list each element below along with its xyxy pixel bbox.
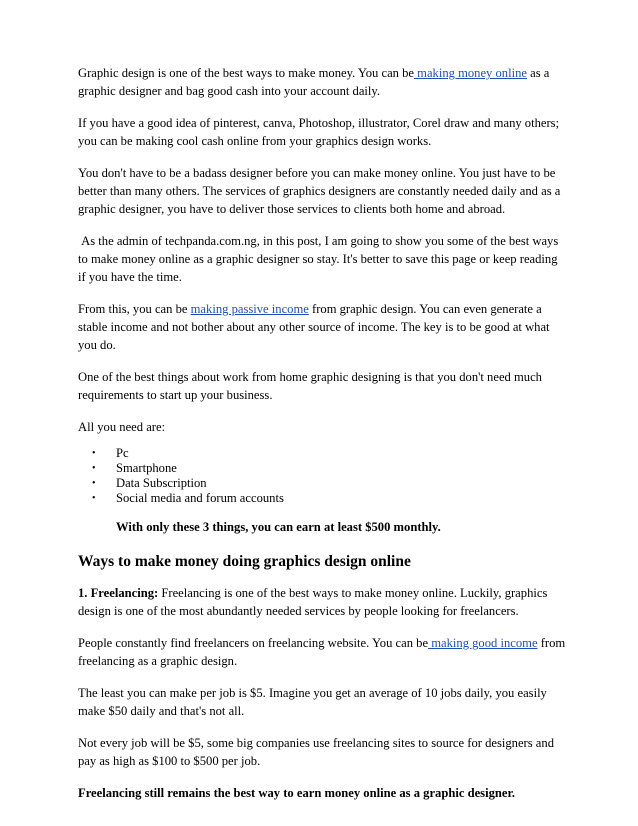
passive-text-after: from graphic design. You can even generate a stable income and not bother about any other source of income. The key is to be good at what you do.	[78, 302, 550, 352]
passive-text-before: From this, you can be	[78, 302, 191, 316]
list-item: • Social media and forum accounts	[92, 491, 284, 505]
paragraph-all-you-need: All you need are:	[78, 420, 166, 434]
emphasis-earn-500: With only these 3 things, you can earn at least $500 monthly.	[116, 520, 441, 534]
bullet-icon: •	[92, 448, 96, 459]
list-item: • Data Subscription	[92, 476, 207, 490]
paragraph-least-per-job: The least you can make per job is $5. Imagine you get an average of 10 jobs daily, you easily make $50 daily and that's not all.	[78, 686, 547, 718]
intro-text-after: as a graphic designer and bag good cash into your account daily.	[78, 66, 550, 98]
list-item: • Pc	[92, 446, 129, 460]
making-good-income-link[interactable]: making good income	[428, 636, 538, 650]
paragraph-conclusion: Freelancing still remains the best way to earn money online as a graphic designer.	[78, 786, 516, 800]
paragraph-tools: If you have a good idea of pinterest, canva, Photoshop, illustrator, Corel draw and many others; you can be making cool cash online from your graphics design works.	[78, 116, 560, 148]
paragraph-intro	[78, 64, 568, 100]
making-money-online-link[interactable]: making money online	[414, 66, 527, 80]
freelancing-text: Freelancing is one of the best ways to make money online. Luckily, graphics design is one of the most abundantly needed services by people looking for freelancers.	[78, 586, 548, 618]
making-passive-income-link[interactable]: making passive income	[190, 302, 309, 316]
list-item: • Smartphone	[92, 461, 177, 475]
bullet-icon: •	[92, 463, 96, 474]
needs-list	[78, 446, 568, 506]
intro-text-before: Graphic design is one of the best ways to make money. You can be	[78, 66, 414, 80]
paragraph-requirements: One of the best things about work from home graphic designing is that you don't need much requirements to start up your business.	[78, 370, 542, 402]
paragraph-good-income	[78, 634, 568, 670]
freelancing-label: 1. Freelancing:	[78, 586, 159, 600]
bullet-icon: •	[92, 478, 96, 489]
paragraph-badass-designer: You don't have to be a badass designer before you can make money online. You just have to be better than many others. The services of graphics designers are constantly needed daily and as a graphic designer, you have to deliver those services to clients both home and abroad.	[78, 166, 561, 216]
bullet-icon: •	[92, 493, 96, 504]
paragraph-passive-income	[78, 300, 568, 354]
good-income-text-before: People constantly find freelancers on freelancing website. You can be	[78, 636, 429, 650]
paragraph-freelancing	[78, 584, 568, 620]
good-income-text-after: from freelancing as a graphic design.	[78, 636, 566, 668]
paragraph-big-companies: Not every job will be $5, some big companies use freelancing sites to source for designers and pay as high as $100 to $500 per job.	[78, 736, 554, 768]
section-heading: Ways to make money doing graphics design online	[78, 553, 411, 570]
paragraph-admin: As the admin of techpanda.com.ng, in this post, I am going to show you some of the best ways to make money online as a graphic designer so stay. It's better to save this page or keep reading if you have the time.	[78, 234, 562, 284]
